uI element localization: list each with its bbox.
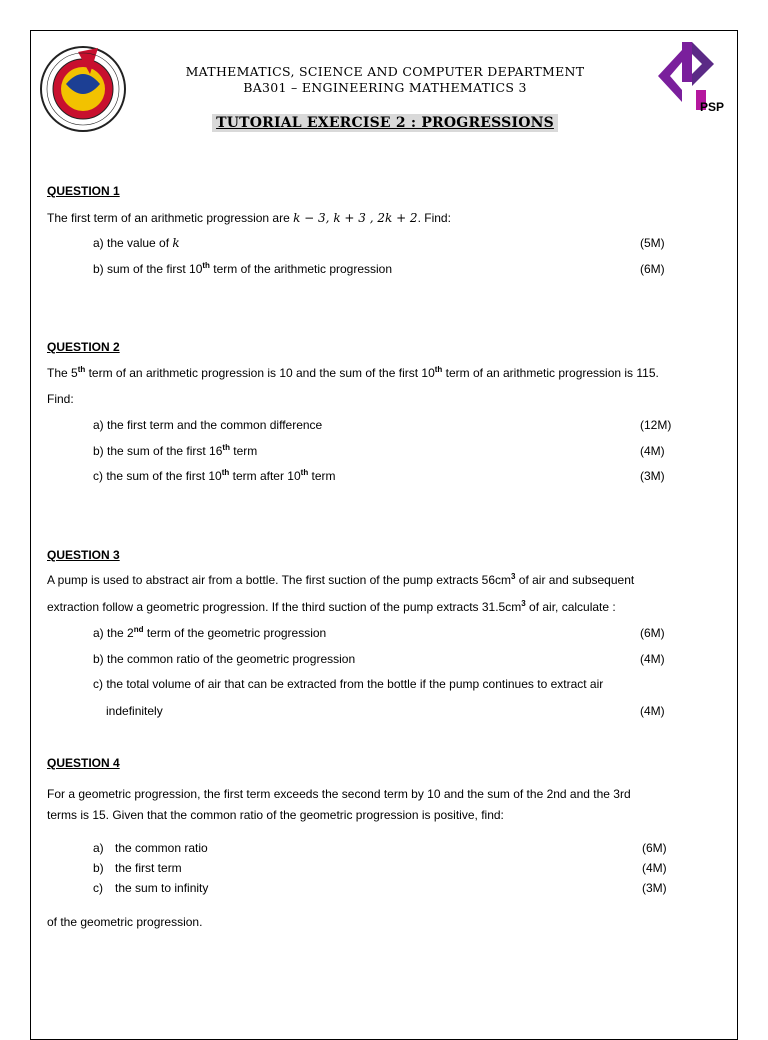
question-4-heading: QUESTION 4 xyxy=(47,756,120,770)
q3-line1-sup: 3 xyxy=(511,572,516,581)
q1-stem-text: The first term of an arithmetic progression are xyxy=(47,211,294,225)
q3-line1-end: of air and subsequent xyxy=(515,573,635,587)
title-wrap xyxy=(150,114,620,132)
q2-c-mid: term after 10 xyxy=(229,469,301,483)
q1-a-math: k xyxy=(172,236,180,250)
q4-part-b: the first term xyxy=(115,861,182,875)
q4-a-mark: (6M) xyxy=(642,841,667,855)
q3-line1-text: A pump is used to abstract air from a bottle. The first suction of the pump extracts 56cm xyxy=(47,573,511,587)
q3-part-b: b) the common ratio of the geometric progression xyxy=(93,652,356,666)
q1-b-text-end: term of the arithmetic progression xyxy=(209,262,393,276)
q1-stem-math: k − 3, k + 3 , 2k + 2 xyxy=(293,211,418,225)
q4-c-mark: (3M) xyxy=(642,881,667,895)
q3-line-1 xyxy=(47,573,634,587)
q3-a-end: term of the geometric progression xyxy=(143,626,327,640)
question-3-heading: QUESTION 3 xyxy=(47,548,120,562)
q4-part-c: the sum to infinity xyxy=(115,881,209,895)
q2-c-mark: (3M) xyxy=(640,469,665,483)
q1-a-text: a) the value of xyxy=(93,236,173,250)
q4-part-a: the common ratio xyxy=(115,841,208,855)
q4-b-mark: (4M) xyxy=(642,861,667,875)
psp-logo-text: PSP xyxy=(700,100,725,114)
q2-stem-c: term of an arithmetic progression is 115. xyxy=(442,366,659,380)
q4-c-label: c) xyxy=(93,881,103,895)
q1-a-mark: (5M) xyxy=(640,236,665,250)
q2-a-mark: (12M) xyxy=(640,418,672,432)
q1-stem-end: . Find: xyxy=(417,211,451,225)
q2-stem-sup1: th xyxy=(77,365,86,374)
q2-part-b xyxy=(93,444,257,458)
q3-c-mark: (4M) xyxy=(640,704,665,718)
q3-b-mark: (4M) xyxy=(640,652,665,666)
q2-b-sup: th xyxy=(222,443,230,452)
q2-c-sup: th xyxy=(221,468,230,477)
q2-stem-a: The 5 xyxy=(47,366,78,380)
q1-b-mark: (6M) xyxy=(640,262,665,276)
q1-part-a xyxy=(93,236,180,250)
q3-line2-end: of air, calculate : xyxy=(525,600,616,614)
course-line: BA301 – ENGINEERING MATHEMATICS 3 xyxy=(243,80,527,95)
q3-part-c-cont: indefinitely xyxy=(106,704,163,718)
q2-stem-b: term of an arithmetic progression is 10 and the sum of the first 10 xyxy=(85,366,435,380)
q2-part-a: a) the first term and the common difference xyxy=(93,418,323,432)
q3-a-text: a) the 2 xyxy=(93,626,134,640)
question-1-stem xyxy=(47,211,451,225)
question-2-heading: QUESTION 2 xyxy=(47,340,120,354)
q3-a-sup: nd xyxy=(133,625,144,634)
q4-a-label: a) xyxy=(93,841,104,855)
q3-line-2 xyxy=(47,600,616,614)
q2-c-sup2: th xyxy=(300,468,309,477)
q3-line2-text: extraction follow a geometric progression. If the third suction of the pump extracts 31.5cm xyxy=(47,600,522,614)
question-1-heading: QUESTION 1 xyxy=(47,184,120,198)
q1-b-text: b) sum of the first 10 xyxy=(93,262,203,276)
q2-c-text: c) the sum of the first 10 xyxy=(93,469,222,483)
q4-line-2: terms is 15. Given that the common ratio of the geometric progression is positive, find: xyxy=(47,808,504,822)
q2-b-mark: (4M) xyxy=(640,444,665,458)
q4-b-label: b) xyxy=(93,861,104,875)
q1-part-b xyxy=(93,262,392,276)
q3-part-a xyxy=(93,626,326,640)
page-title: TUTORIAL EXERCISE 2 : PROGRESSIONS xyxy=(212,114,558,132)
department-line: MATHEMATICS, SCIENCE AND COMPUTER DEPARTMENT xyxy=(185,64,585,79)
q2-c-end: term xyxy=(308,469,336,483)
ministry-logo xyxy=(38,44,128,134)
q3-part-c: c) the total volume of air that can be extracted from the bottle if the pump continues to extract air xyxy=(93,677,604,691)
q2-find: Find: xyxy=(47,392,74,406)
q4-closing: of the geometric progression. xyxy=(47,915,203,929)
question-2-stem xyxy=(47,366,659,380)
q1-b-sup: th xyxy=(202,261,210,270)
q4-line-1: For a geometric progression, the first term exceeds the second term by 10 and the sum of the 2nd and the 3rd xyxy=(47,787,631,801)
q2-b-end: term xyxy=(229,444,258,458)
q3-line2-sup: 3 xyxy=(521,599,526,608)
q2-stem-sup2: th xyxy=(434,365,443,374)
q2-part-c xyxy=(93,469,336,483)
q2-b-text: b) the sum of the first 16 xyxy=(93,444,223,458)
q3-a-mark: (6M) xyxy=(640,626,665,640)
